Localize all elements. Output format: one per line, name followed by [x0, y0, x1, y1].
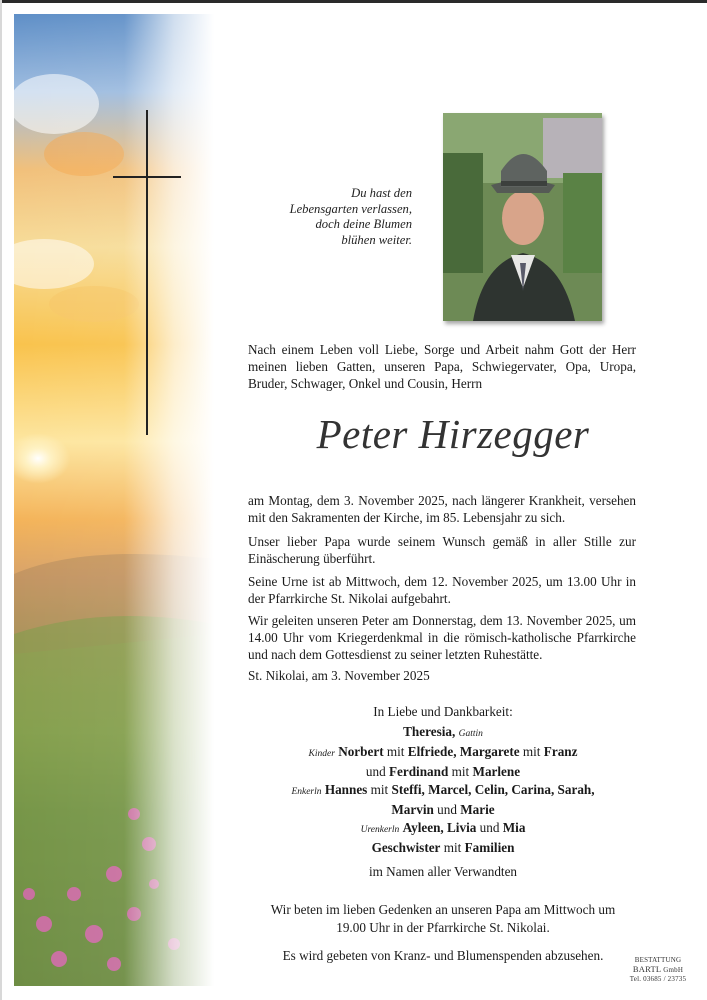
urn-paragraph [248, 573, 636, 607]
wife-tag: Gattin [458, 729, 483, 739]
top-border-line [0, 0, 707, 3]
poem-line: Du hast den [351, 186, 412, 200]
children-name: Ferdinand [388, 764, 449, 779]
children-name: Franz [543, 744, 578, 759]
grandchildren-name: Marvin [391, 802, 434, 817]
connector-text: mit [448, 764, 473, 779]
mourners-list [248, 703, 638, 881]
death-paragraph [248, 492, 636, 526]
greatgrandchildren-name: Mia [502, 820, 526, 835]
greatgrandchildren-name: Ayleen, Livia [402, 820, 477, 835]
funeral-text: Wir geleiten unseren Peter am Donnerstag, dem 13. November 2025, um 14.00 Uhr vom Kriegerdenkmal in die römisch-katholische Pfarrkirche und nach dem Gottesdienst zu seiner letzten Ruhestätte. [248, 613, 636, 663]
children-tag: Kinder [308, 749, 335, 759]
connector-text: und [433, 802, 461, 817]
connector-text: mit [440, 840, 465, 855]
grandchildren-tag: Enkerln [291, 787, 322, 797]
greatgrandchildren-tag: Urenkerln [360, 825, 400, 835]
grandchildren-name: Marie [460, 802, 495, 817]
death-text: am Montag, dem 3. November 2025, nach längerer Krankheit, versehen mit den Sakramenten der Kirche, im 85. Lebensjahr zu sich. [248, 493, 636, 526]
prayer-line: Wir beten im lieben Gedenken an unseren Papa am Mittwoch um [270, 902, 616, 917]
poem-line: blühen weiter. [341, 232, 412, 247]
portrait-photo [443, 113, 602, 321]
mourner-children [248, 743, 638, 763]
connector-text: mit [383, 744, 408, 759]
siblings-name: Geschwister [371, 840, 441, 855]
funeral-home-label: BESTATTUNG [634, 956, 682, 964]
connector-text: und [365, 764, 389, 779]
siblings-name: Familien [464, 840, 515, 855]
mourners-heading: In Liebe und Dankbarkeit: [373, 704, 513, 719]
funeral-home-name: BARTL [632, 964, 662, 974]
funeral-home-imprint [622, 956, 694, 984]
mourner-grandchildren [248, 781, 638, 801]
donation-request [248, 947, 638, 965]
children-name: Marlene [472, 764, 521, 779]
cross-horizontal-bar [113, 176, 181, 178]
funeral-home-suffix: GmbH [663, 966, 684, 974]
cremation-paragraph [248, 533, 636, 567]
place-date [248, 667, 636, 684]
donation-request-text: Es wird gebeten von Kranz- und Blumenspenden abzusehen. [282, 948, 604, 963]
cremation-text: Unser lieber Papa wurde seinem Wunsch gemäß in aller Stille zur Einäscherung überführt. [248, 534, 636, 567]
place-date-text: St. Nikolai, am 3. November 2025 [248, 668, 430, 683]
memorial-poem [262, 186, 412, 248]
mourner-children-2 [248, 763, 638, 781]
mourner-siblings [248, 839, 638, 857]
children-name: Elfriede, Margarete [407, 744, 520, 759]
connector-text: mit [367, 782, 392, 797]
wife-name: Theresia, [403, 724, 456, 739]
mourner-grandchildren-2 [248, 801, 638, 819]
urn-text: Seine Urne ist ab Mittwoch, dem 12. November 2025, um 13.00 Uhr in der Pfarrkirche St. Nikolai aufgebahrt. [248, 574, 636, 607]
grandchildren-name: Steffi, Marcel, Celin, Carina, Sarah, [391, 782, 595, 797]
mourner-greatgrandchildren [248, 819, 638, 839]
mourner-relatives: im Namen aller Verwandten [368, 864, 518, 879]
connector-text: mit [519, 744, 544, 759]
mourner-wife [248, 723, 638, 743]
deceased-name: Peter Hirzegger [316, 411, 590, 457]
prayer-line: 19.00 Uhr in der Pfarrkirche St. Nikolai. [336, 920, 550, 935]
connector-text: und [476, 820, 503, 835]
poem-line: Lebensgarten verlassen, [289, 201, 412, 216]
funeral-paragraph [248, 612, 636, 664]
sunset-landscape-image [14, 14, 214, 986]
grandchildren-name: Hannes [324, 782, 368, 797]
intro-text: Nach einem Leben voll Liebe, Sorge und Arbeit nahm Gott der Herr meinen lieben Gatten, unseren Papa, Schwiegervater, Opa, Uropa, Bruder, Schwager, Onkel und Cousin, Herrn [248, 342, 636, 392]
prayer-notice [248, 901, 638, 937]
children-name: Norbert [338, 744, 384, 759]
left-border-line [0, 0, 2, 1000]
poem-line: doch deine Blumen [315, 217, 412, 232]
cross-vertical-bar [146, 110, 148, 435]
funeral-home-phone: Tel. 03685 / 23735 [629, 975, 687, 983]
intro-paragraph [248, 341, 636, 393]
